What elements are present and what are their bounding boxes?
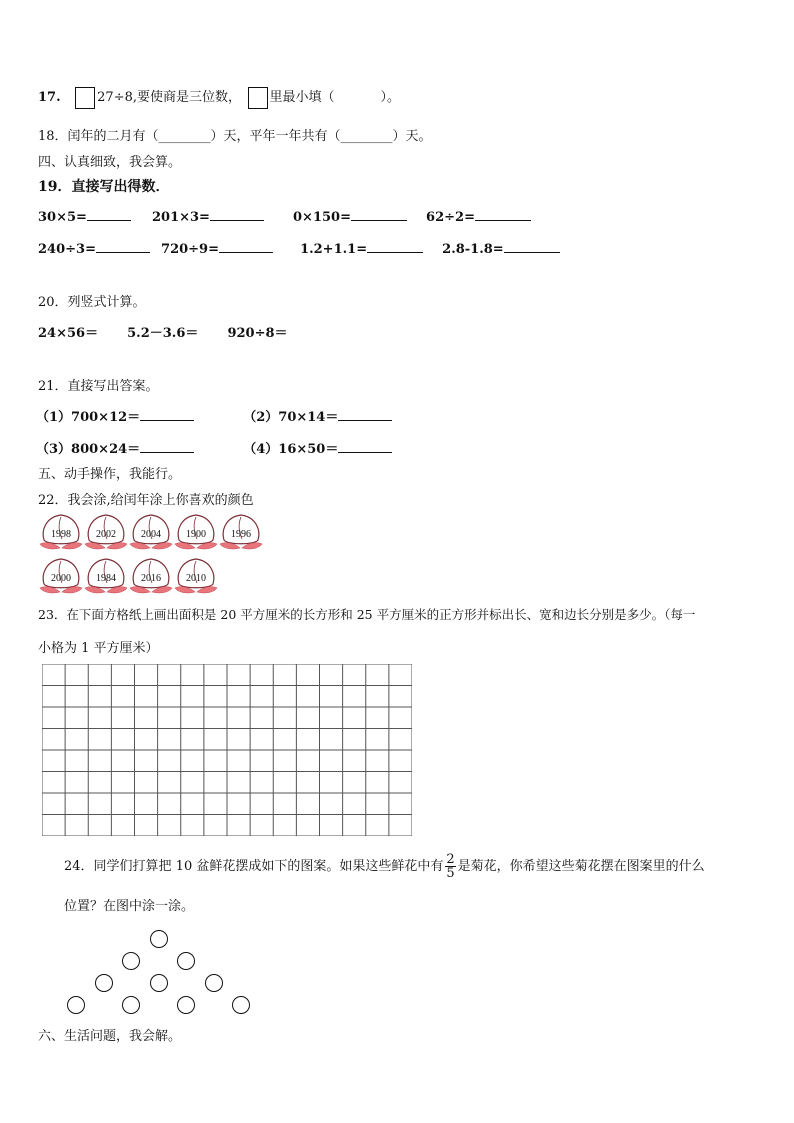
q20-items bbox=[38, 322, 288, 341]
q22-title: 22．我会涂,给闰年涂上你喜欢的颜色 bbox=[38, 493, 254, 508]
flower-circle[interactable] bbox=[95, 974, 113, 992]
answer-blank[interactable] bbox=[87, 208, 131, 221]
flower-circle[interactable] bbox=[67, 996, 85, 1014]
q17-close: ）。 bbox=[380, 90, 401, 105]
q19-item: 30×5= bbox=[38, 210, 87, 225]
q19-item: 1.2+1.1= bbox=[300, 242, 368, 257]
flower-circle[interactable] bbox=[177, 996, 195, 1014]
section-5-heading: 五、动手操作，我能行。 bbox=[38, 467, 182, 482]
peach-year-label: 2004 bbox=[141, 529, 161, 540]
q24-line2: 位置？在图中涂一涂。 bbox=[64, 899, 195, 914]
answer-blank[interactable] bbox=[367, 240, 423, 253]
q23-line1: 23．在下面方格纸上画出面积是 20 平方厘米的长方形和 25 平方厘米的正方形并标出长、宽和边长分别是多少。（每一 bbox=[38, 607, 696, 622]
peach-year-label: 1900 bbox=[186, 529, 206, 540]
answer-blank[interactable] bbox=[96, 240, 150, 253]
flower-circle[interactable] bbox=[150, 930, 168, 948]
flower-circle[interactable] bbox=[177, 952, 195, 970]
answer-blank[interactable] bbox=[219, 240, 273, 253]
flower-circle[interactable] bbox=[205, 974, 223, 992]
q19-title: 19．直接写出得数． bbox=[38, 179, 170, 195]
peach-year[interactable] bbox=[218, 512, 264, 552]
answer-blank[interactable] bbox=[338, 440, 392, 453]
peach-year-label: 1996 bbox=[231, 529, 251, 540]
q17-number: 17. bbox=[38, 90, 61, 105]
q21-item: （4）16×50＝ bbox=[243, 442, 339, 457]
peach-year-label: 2002 bbox=[96, 529, 116, 540]
q19-item: 2.8-1.8= bbox=[442, 242, 504, 257]
q21-title: 21．直接写出答案。 bbox=[38, 379, 159, 394]
answer-blank[interactable] bbox=[210, 208, 264, 221]
fraction-denominator: 5 bbox=[446, 866, 455, 881]
flower-circle[interactable] bbox=[232, 996, 250, 1014]
q21-row1 bbox=[36, 406, 392, 425]
q24-text-b: 是菊花，你希望这些菊花摆在图案里的什么 bbox=[457, 859, 705, 874]
fraction-numerator: 2 bbox=[446, 852, 455, 867]
q21-row2 bbox=[36, 438, 392, 457]
q19-row2 bbox=[38, 240, 560, 257]
answer-blank[interactable] bbox=[504, 240, 560, 253]
answer-blank[interactable] bbox=[140, 440, 194, 453]
answer-blank[interactable] bbox=[140, 408, 194, 421]
answer-blank[interactable] bbox=[351, 208, 407, 221]
peach-year[interactable] bbox=[38, 556, 84, 596]
peach-year-label: 2016 bbox=[141, 573, 161, 584]
q21-item: （1）700×12＝ bbox=[36, 410, 141, 425]
flower-circle[interactable] bbox=[150, 974, 168, 992]
peach-year-label: 2010 bbox=[186, 573, 206, 584]
fraction-two-fifths bbox=[445, 853, 455, 880]
q18-line: 18．闰年的二月有（________）天，平年一年共有（________）天。 bbox=[38, 129, 432, 144]
q20-item: 5.2－3.6＝ bbox=[127, 326, 199, 341]
peach-year[interactable] bbox=[128, 556, 174, 596]
peach-year[interactable] bbox=[128, 512, 174, 552]
q17-line bbox=[38, 86, 400, 109]
q19-item: 62÷2= bbox=[426, 210, 475, 225]
peach-year-label: 1984 bbox=[96, 573, 116, 584]
q23-line2: 小格为 1 平方厘米） bbox=[38, 641, 159, 656]
flower-circle[interactable] bbox=[122, 952, 140, 970]
peach-year-label: 2000 bbox=[51, 573, 71, 584]
q24-line1 bbox=[64, 852, 705, 882]
q20-title: 20．列竖式计算。 bbox=[38, 295, 146, 310]
peach-year[interactable] bbox=[83, 556, 129, 596]
q24-text-a: 24．同学们打算把 10 盆鲜花摆成如下的图案。如果这些鲜花中有 bbox=[64, 859, 444, 874]
q17-text-b: 里最小填（ bbox=[269, 90, 335, 105]
q20-item: 920÷8＝ bbox=[227, 326, 288, 341]
q19-item: 201×3= bbox=[151, 210, 210, 225]
q21-item: （3）800×24＝ bbox=[36, 442, 141, 457]
q21-item: （2）70×14＝ bbox=[243, 410, 339, 425]
section-6-heading: 六、生活问题，我会解。 bbox=[38, 1029, 182, 1044]
q19-item: 720÷9= bbox=[161, 242, 219, 257]
q20-item: 24×56＝ bbox=[38, 326, 99, 341]
q17-answer-box-b[interactable] bbox=[248, 87, 268, 109]
q19-row1 bbox=[38, 208, 531, 225]
answer-blank[interactable] bbox=[475, 208, 531, 221]
peach-year[interactable] bbox=[173, 512, 219, 552]
q17-text-a: 27÷8,要使商是三位数， bbox=[97, 90, 241, 105]
square-grid-paper[interactable] bbox=[42, 664, 412, 836]
q19-item: 0×150= bbox=[293, 210, 351, 225]
peach-year[interactable] bbox=[83, 512, 129, 552]
q17-answer-box-a[interactable] bbox=[75, 87, 95, 109]
peach-year[interactable] bbox=[173, 556, 219, 596]
q19-item: 240÷3= bbox=[38, 242, 96, 257]
section-4-heading: 四、认真细致，我会算。 bbox=[38, 155, 182, 170]
peach-year-label: 1998 bbox=[51, 529, 71, 540]
peach-year[interactable] bbox=[38, 512, 84, 552]
flower-circle[interactable] bbox=[122, 996, 140, 1014]
answer-blank[interactable] bbox=[338, 408, 392, 421]
